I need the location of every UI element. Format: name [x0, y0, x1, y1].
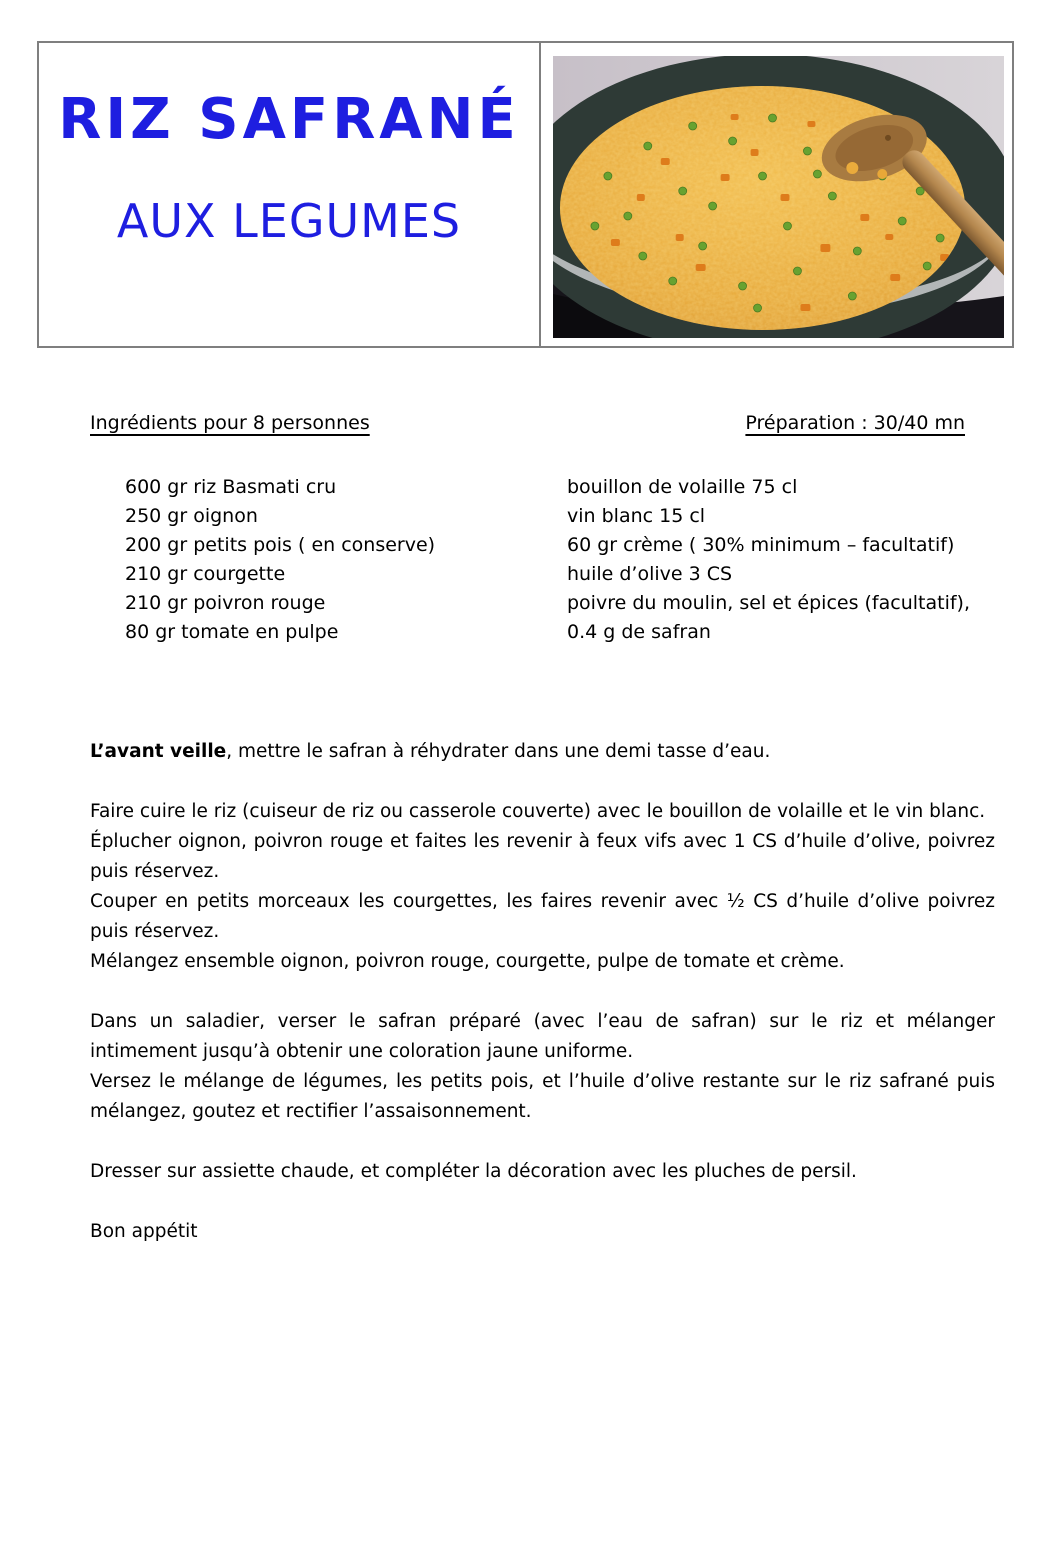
ingredient-item: huile d’olive 3 CS: [567, 563, 733, 585]
paragraph-cuire-riz: Faire cuire le riz (cuiseur de riz ou casserole couverte) avec le bouillon de volaille et le vin blanc.: [90, 801, 986, 822]
paragraph-melangez: Mélangez ensemble oignon, poivron rouge, courgette, pulpe de tomate et crème.: [90, 951, 845, 972]
ingredients-list: [90, 473, 995, 647]
preparation-header: Préparation : 30/40 mn: [745, 412, 965, 434]
paragraph-versez: Versez le mélange de légumes, les petits pois, et l’huile d’olive restante sur le riz safrané puis mélangez, goutez et rectifier l’assaisonnement.: [90, 1071, 995, 1122]
paragraph-avant-veille: [90, 737, 995, 767]
ingredient-item: 600 gr riz Basmati cru: [125, 476, 337, 498]
ingredient-item: vin blanc 15 cl: [567, 505, 706, 527]
ingredient-item: 250 gr oignon: [125, 505, 258, 527]
title-box: [37, 41, 1014, 348]
recipe-photo: [553, 56, 1004, 338]
section-headers: [90, 410, 995, 437]
ingredient-item: 0.4 g de safran: [567, 621, 711, 643]
paragraph-bon-appetit: Bon appétit: [90, 1221, 198, 1242]
page-title-line1: RIZ SAFRANÉ: [58, 87, 520, 152]
ingredient-item: poivre du moulin, sel et épices (facultatif),: [567, 592, 970, 614]
paragraph-couper: Couper en petits morceaux les courgettes, les faires revenir avec ½ CS d’huile d’olive poivrez puis réservez.: [90, 891, 995, 942]
title-cell: [39, 43, 541, 346]
paragraph-eplucher: Éplucher oignon, poivron rouge et faites les revenir à feux vifs avec 1 CS d’huile d’olive, poivrez puis réservez.: [90, 831, 995, 882]
ingredient-item: 210 gr poivron rouge: [125, 592, 326, 614]
ingredient-item: 210 gr courgette: [125, 563, 286, 585]
paragraph-saladier: Dans un saladier, verser le safran préparé (avec l’eau de safran) sur le riz et mélanger intimement jusqu’à obtenir une coloration jaune uniforme.: [90, 1011, 995, 1062]
paragraph-lead-rest: , mettre le safran à réhydrater dans une demi tasse d’eau.: [226, 741, 771, 762]
ingredient-item: 200 gr petits pois ( en conserve): [125, 534, 436, 556]
ingredient-item: bouillon de volaille 75 cl: [567, 476, 798, 498]
page-title-line2: AUX LEGUMES: [116, 194, 462, 248]
photo-cell: [541, 43, 1012, 346]
recipe-content: [90, 410, 995, 1247]
ingredients-header: Ingrédients pour 8 personnes: [90, 412, 370, 434]
ingredient-item: 60 gr crème ( 30% minimum – facultatif): [567, 534, 955, 556]
paragraph-lead-bold: L’avant veille: [90, 741, 227, 762]
paragraph-dresser: Dresser sur assiette chaude, et compléter la décoration avec les pluches de persil.: [90, 1161, 857, 1182]
ingredient-item: 80 gr tomate en pulpe: [125, 621, 339, 643]
